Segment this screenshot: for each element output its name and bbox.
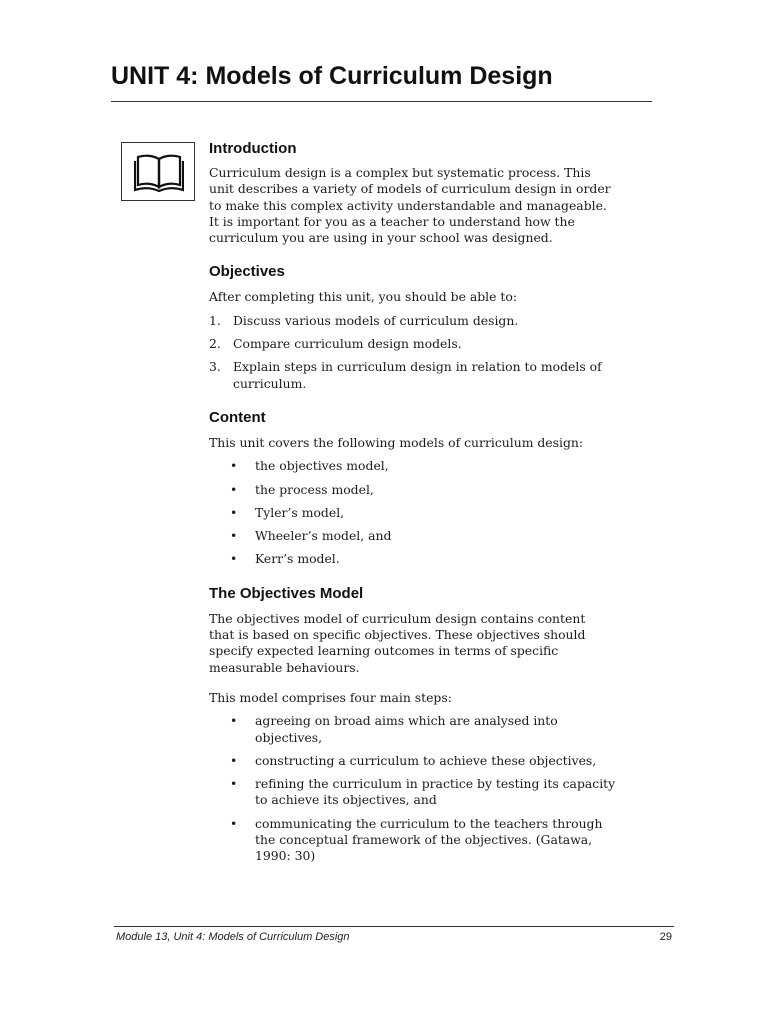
text-line: curriculum. [233,375,307,391]
bullet: • [230,713,238,729]
objectives-model-heading: The Objectives Model [209,584,364,602]
bullet: • [230,504,238,520]
list-item [209,753,659,769]
text-line: constructing a curriculum to achieve these objectives, [255,752,597,768]
text-line: communicating the curriculum to the teachers through [255,815,603,831]
bullet: • [230,528,238,544]
list-item-text: the objectives model, [255,458,389,474]
objectives-model-text [209,611,659,676]
page-title: UNIT 4: Models of Curriculum Design [111,62,553,90]
text-line: It is important for you as a teacher to understand how the [209,213,575,229]
objectives-heading: Objectives [209,263,285,281]
text-line: Curriculum design is a complex but systematic process. This [209,165,591,180]
content-section [209,409,659,568]
objective-item [209,359,659,392]
list-item-text: Tyler’s model, [255,504,345,520]
objectives-model-section [209,585,659,865]
title-divider [111,101,652,102]
list-item-text: Kerr’s model. [255,551,340,567]
text-line: curriculum you are using in your school was designed. [209,230,553,246]
main-content [209,140,659,865]
introduction-heading: Introduction [209,140,297,157]
bullet: • [230,776,238,792]
text-line: agreeing on broad aims which are analysed into [255,713,558,729]
list-item [209,713,659,746]
list-item [209,551,659,567]
bullet: • [230,752,238,768]
text-line: that is based on specific objectives. These objectives should [209,627,586,643]
objectives-list [209,313,659,392]
text-line: refining the curriculum in practice by testing its capacity [255,776,616,792]
text-line: specify expected learning outcomes in terms of specific [209,643,559,659]
bullet: • [230,815,238,831]
list-item-text: Wheeler’s model, and [255,528,392,544]
list-item [209,458,659,474]
page-number: 29 [659,931,672,943]
list-item [209,505,659,521]
objectives-intro: After completing this unit, you should be able to: [209,289,518,305]
introduction-section [209,140,659,246]
objective-number: 2. [209,336,221,352]
text-line: Discuss various models of curriculum design. [233,312,519,328]
steps-list [209,713,659,864]
text-line: 1990: 30) [255,848,316,864]
footer-divider [114,926,674,927]
bullet: • [230,481,238,497]
content-heading: Content [209,408,266,426]
objective-number: 1. [209,312,221,328]
list-item [209,816,659,865]
introduction-text [209,165,659,246]
text-line: objectives, [255,729,323,745]
list-item-text: the process model, [255,481,374,497]
book-icon [134,151,184,193]
text-line: Explain steps in curriculum design in relation to models of [233,359,602,375]
text-line: the conceptual framework of the objectives. (Gatawa, [255,832,593,848]
objectives-section [209,263,659,391]
text-line: Compare curriculum design models. [233,336,462,352]
book-icon-frame [121,142,195,201]
text-line: The objectives model of curriculum design contains content [209,610,586,626]
bullet: • [230,458,238,474]
list-item [209,776,659,809]
objective-item [209,336,659,352]
content-intro: This unit covers the following models of curriculum design: [209,434,584,450]
text-line: to make this complex activity understandable and manageable. [209,197,607,213]
steps-intro: This model comprises four main steps: [209,689,452,705]
text-line: to achieve its objectives, and [255,792,437,808]
list-item [209,528,659,544]
content-list [209,458,659,567]
objective-number: 3. [209,359,221,375]
text-line: measurable behaviours. [209,659,360,675]
bullet: • [230,551,238,567]
text-line: unit describes a variety of models of curriculum design in order [209,181,611,197]
objective-item [209,313,659,329]
footer-module-label: Module 13, Unit 4: Models of Curriculum Design [116,931,350,943]
list-item [209,482,659,498]
